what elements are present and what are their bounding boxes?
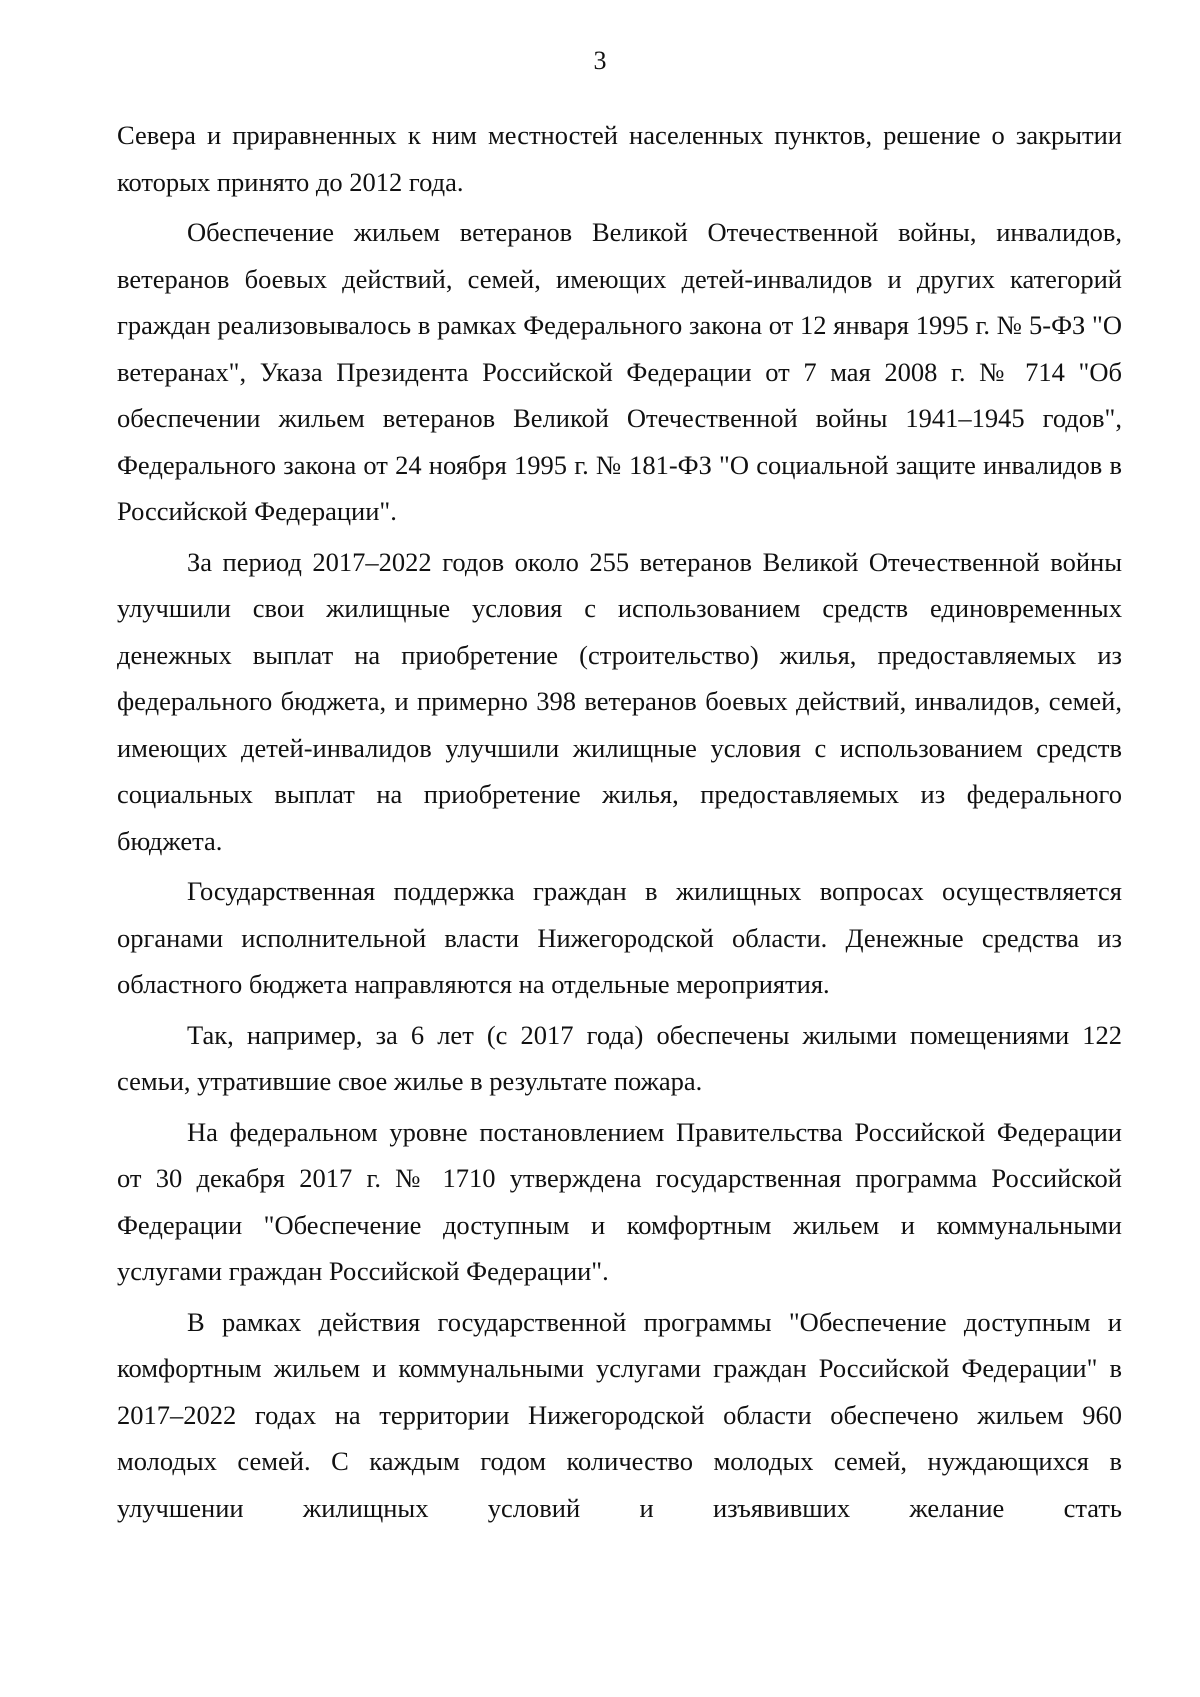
paragraph-fire-victims: Так, например, за 6 лет (с 2017 года) обеспечены жилыми помещениями 122 семьи, утратившие свое жилье в результате пожара.: [117, 1019, 1122, 1096]
paragraph-veterans-statistics: За период 2017–2022 годов около 255 ветеранов Великой Отечественной войны улучшили свои жилищные условия с использованием средств единовременных денежных выплат на приобретение (строительство) жилья, предоставляемых из федерального бюджета, и примерно 398 ветеранов боевых действий, инвалидов, семей, имеющих детей-инвалидов улучшили жилищные условия с использованием средств социальных выплат на приобретение жилья, предоставляемых из федерального бюджета.: [117, 546, 1122, 856]
paragraph-federal-program: На федеральном уровне постановлением Правительства Российской Федерации от 30 декабря 2017 г. № 1710 утверждена государственная программа Российской Федерации "Обеспечение доступным и комфортным жильем и коммунальными услугами граждан Российской Федерации".: [117, 1116, 1122, 1286]
paragraph-continuation: Севера и приравненных к ним местностей населенных пунктов, решение о закрытии которых принято до 2012 года.: [117, 120, 1122, 197]
page-number: 3: [593, 46, 607, 75]
paragraph-state-support: Государственная поддержка граждан в жилищных вопросах осуществляется органами исполнительной власти Нижегородской области. Денежные средства из областного бюджета направляются на отдельные мероприятия.: [117, 876, 1122, 999]
paragraph-housing-veterans: Обеспечение жильем ветеранов Великой Отечественной войны, инвалидов, ветеранов боевых действий, семей, имеющих детей-инвалидов и других категорий граждан реализовывалось в рамках Федерального закона от 12 января 1995 г. № 5-ФЗ "О ветеранах", Указа Президента Российской Федерации от 7 мая 2008 г. № 714 "Об обеспечении жильем ветеранов Великой Отечественной войны 1941–1945 годов", Федерального закона от 24 ноября 1995 г. № 181-ФЗ "О социальной защите инвалидов в Российской Федерации".: [117, 217, 1122, 526]
document-body: [117, 112, 1122, 1531]
paragraph-young-families: В рамках действия государственной программы "Обеспечение доступным и комфортным жильем и коммунальными услугами граждан Российской Федерации" в 2017–2022 годах на территории Нижегородской области обеспечено жильем 960 молодых семей. С каждым годом количество молодых семей, нуждающихся в улучшении жилищных условий и изъявивших желание стать: [117, 1306, 1122, 1523]
